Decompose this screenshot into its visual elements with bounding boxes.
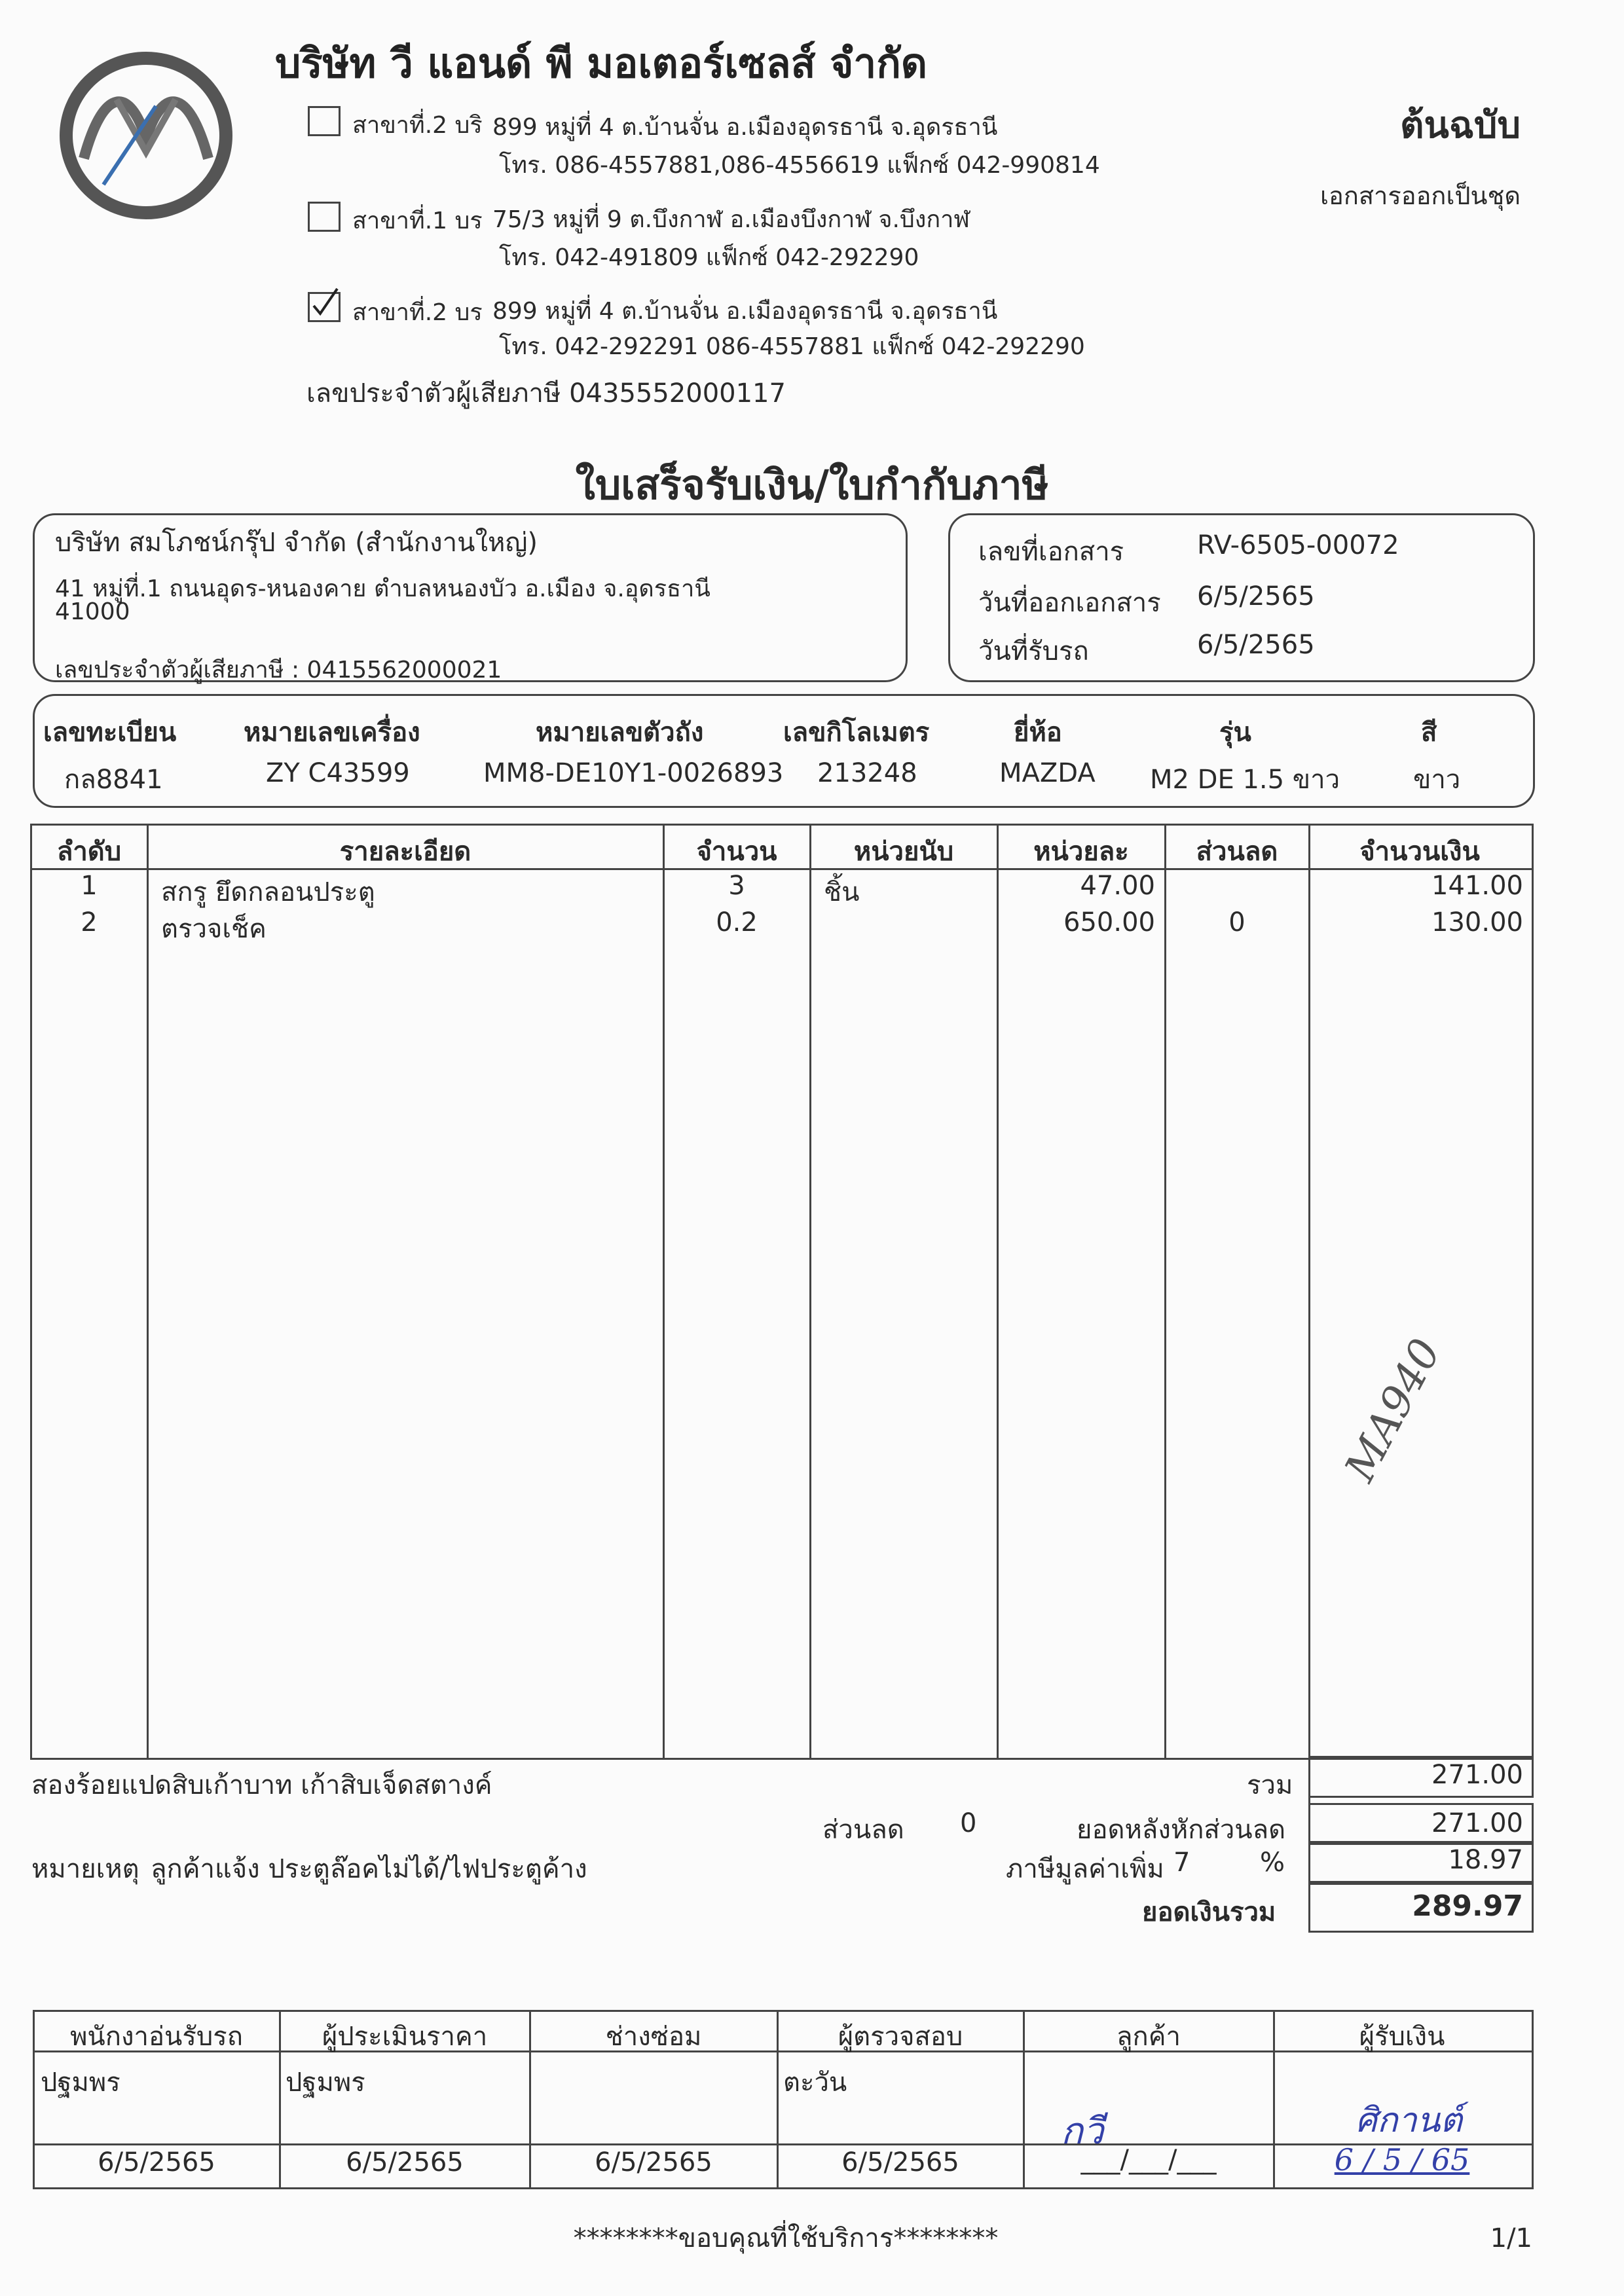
col-header-desc: รายละเอียด: [339, 837, 471, 867]
sig-date-mechanic: 6/5/2565: [595, 2147, 712, 2178]
col-divider: [147, 824, 149, 1758]
row-unit: ชิ้น: [824, 877, 860, 907]
doc-no-label: เลขที่เอกสาร: [978, 537, 1124, 567]
row-no: 2: [81, 907, 98, 938]
branch-checkbox[interactable]: [308, 106, 341, 136]
row-desc: สกรู ยึดกลอนประตู: [161, 877, 375, 907]
customer-address: 41 หมู่ที่.1 ถนนอุดร-หนองคาย ตำบลหนองบัว อ.เมือง จ.อุดรธานี: [55, 575, 710, 602]
receive-date-value: 6/5/2565: [1197, 630, 1315, 660]
vehicle-header-color: สี: [1421, 718, 1437, 748]
company-tax-id: เลขประจำตัวผู้เสียภาษี 0435552000117: [306, 378, 786, 409]
col-header-price: หน่วยละ: [1033, 837, 1129, 867]
vat-rate: 7: [1173, 1848, 1190, 1878]
page-number: 1/1: [1490, 2223, 1532, 2253]
grand-total-value: 289.97: [1412, 1889, 1523, 1923]
remark-text: ลูกค้าแจ้ง ประตูล๊อคไม่ได้/ไฟประตูค้าง: [151, 1854, 587, 1884]
sig-header-customer: ลูกค้า: [1116, 2022, 1181, 2052]
document-title: ใบเสร็จรับเงิน/ใบกำกับภาษี: [575, 461, 1049, 509]
customer-name: บริษัท สมโภชน์กรุ๊ป จำกัด (สำนักงานใหญ่): [55, 528, 538, 558]
vehicle-header-model: รุ่น: [1219, 718, 1251, 748]
sig-header-estimator: ผู้ประเมินราคา: [322, 2022, 488, 2052]
receive-date-label: วันที่รับรถ: [978, 636, 1089, 666]
sig-date-inspector: 6/5/2565: [841, 2147, 959, 2178]
sig-header-mechanic: ช่างซ่อม: [605, 2022, 702, 2052]
vehicle-chassis: MM8-DE10Y1-0026893: [483, 758, 784, 788]
col-divider: [663, 824, 665, 1758]
col-header-unit: หน่วยนับ: [853, 837, 954, 867]
col-header-discount: ส่วนลด: [1196, 837, 1278, 867]
sig-date-receiver-staff: 6/5/2565: [98, 2147, 215, 2178]
discount-value: 0: [960, 1808, 977, 1838]
doc-no-value: RV-6505-00072: [1197, 530, 1399, 560]
thank-you-footer: ********ขอบคุณที่ใช้บริการ********: [573, 2223, 999, 2253]
sig-header-inspector: ผู้ตรวจสอบ: [838, 2022, 963, 2052]
vat-value: 18.97: [1448, 1845, 1523, 1875]
amount-in-words: สองร้อยแปดสิบเก้าบาท เก้าสิบเจ็ดสตางค์: [31, 1770, 492, 1800]
branch-checkbox-checked[interactable]: [308, 292, 341, 322]
sig-date-estimator: 6/5/2565: [346, 2147, 464, 2178]
branch-label: สาขาที่.2 บร: [352, 299, 483, 326]
row-price: 47.00: [1080, 871, 1155, 901]
branch-phone: โทร. 086-4557881,086-4556619 แฟ็กซ์ 042-990814: [499, 152, 1100, 179]
company-name: บริษัท วี แอนด์ พี มอเตอร์เซลส์ จำกัด: [275, 39, 927, 87]
subtotal-label: รวม: [1247, 1770, 1293, 1800]
branch-checkbox[interactable]: [308, 202, 341, 232]
vat-percent: %: [1260, 1848, 1285, 1878]
row-qty: 0.2: [716, 907, 758, 938]
issue-date-value: 6/5/2565: [1197, 581, 1315, 611]
row-discount: 0: [1228, 907, 1246, 938]
mazda-logo: [58, 47, 234, 224]
vehicle-header-mileage: เลขกิโลเมตร: [783, 718, 930, 748]
vehicle-plate: กล8841: [64, 765, 163, 795]
col-divider: [1164, 824, 1166, 1758]
col-header-no: ลำดับ: [56, 837, 122, 867]
discount-label: ส่วนลด: [822, 1815, 904, 1845]
sig-name-inspector: ตะวัน: [783, 2068, 847, 2098]
branch-phone: โทร. 042-292291 086-4557881 แฟ็กซ์ 042-292290: [499, 333, 1085, 360]
sig-date-customer: ___/___/___: [1080, 2145, 1217, 2175]
subtotal-value: 271.00: [1431, 1760, 1523, 1790]
after-discount-value: 271.00: [1431, 1808, 1523, 1838]
branch-address: 75/3 หมู่ที่ 9 ต.บึงกาฬ อ.เมืองบึงกาฬ จ.บึงกาฬ: [492, 206, 970, 233]
vehicle-model: M2 DE 1.5 ขาว: [1150, 765, 1340, 795]
vehicle-color: ขาว: [1413, 765, 1461, 795]
row-qty: 3: [728, 871, 745, 901]
cashier-signature: ศิกานต์: [1356, 2101, 1463, 2140]
sig-date-cashier: 6 / 5 / 65: [1334, 2142, 1470, 2178]
branch-phone: โทร. 042-491809 แฟ็กซ์ 042-292290: [499, 244, 919, 271]
handwritten-note: MA940: [1336, 1331, 1451, 1489]
after-discount-label: ยอดหลังหักส่วนลด: [1077, 1815, 1286, 1845]
customer-signature: กวี: [1061, 2110, 1104, 2153]
customer-tax-id: เลขประจำตัวผู้เสียภาษี : 0415562000021: [55, 657, 502, 683]
issue-date-label: วันที่ออกเอกสาร: [978, 588, 1161, 618]
col-divider: [997, 824, 999, 1758]
sig-header-receiver-staff: พนักงาอ่นรับรถ: [70, 2022, 243, 2052]
row-no: 1: [81, 871, 98, 901]
branch-address: 899 หมู่ที่ 4 ต.บ้านจั่น อ.เมืองอุดรธานี จ.อุดรธานี: [492, 114, 998, 141]
sig-name-receiver-staff: ปฐมพร: [41, 2068, 120, 2098]
col-header-amount: จำนวนเงิน: [1359, 837, 1480, 867]
vehicle-header-plate: เลขทะเบียน: [43, 718, 177, 748]
vehicle-header-engine: หมายเลขเครื่อง: [244, 718, 420, 748]
copy-label: ต้นฉบับ: [1400, 104, 1521, 147]
customer-postcode: 41000: [55, 598, 130, 625]
vat-label: ภาษีมูลค่าเพิ่ม: [1006, 1854, 1164, 1884]
sig-header-cashier: ผู้รับเงิน: [1359, 2022, 1445, 2052]
col-divider: [809, 824, 811, 1758]
vehicle-engine: ZY C43599: [266, 758, 410, 788]
row-amount: 141.00: [1431, 871, 1523, 901]
grand-total-label: ยอดเงินรวม: [1142, 1897, 1276, 1927]
branch-address: 899 หมู่ที่ 4 ต.บ้านจั่น อ.เมืองอุดรธานี จ.อุดรธานี: [492, 298, 998, 325]
sig-name-estimator: ปฐมพร: [286, 2068, 365, 2098]
check-mark-icon: [308, 285, 341, 318]
vehicle-header-brand: ยี่ห้อ: [1014, 718, 1062, 748]
row-price: 650.00: [1063, 907, 1155, 938]
branch-label: สาขาที่.2 บริ: [352, 112, 483, 139]
vehicle-mileage: 213248: [817, 758, 917, 788]
vehicle-brand: MAZDA: [999, 758, 1096, 788]
remark-label: หมายเหตุ: [31, 1854, 139, 1884]
copy-note: เอกสารออกเป็นชุด: [1320, 181, 1521, 210]
row-amount: 130.00: [1431, 907, 1523, 938]
col-header-qty: จำนวน: [696, 837, 777, 867]
branch-label: สาขาที่.1 บร: [352, 208, 483, 234]
row-desc: ตรวจเช็ค: [161, 914, 267, 944]
vehicle-header-chassis: หมายเลขตัวถัง: [536, 718, 704, 748]
